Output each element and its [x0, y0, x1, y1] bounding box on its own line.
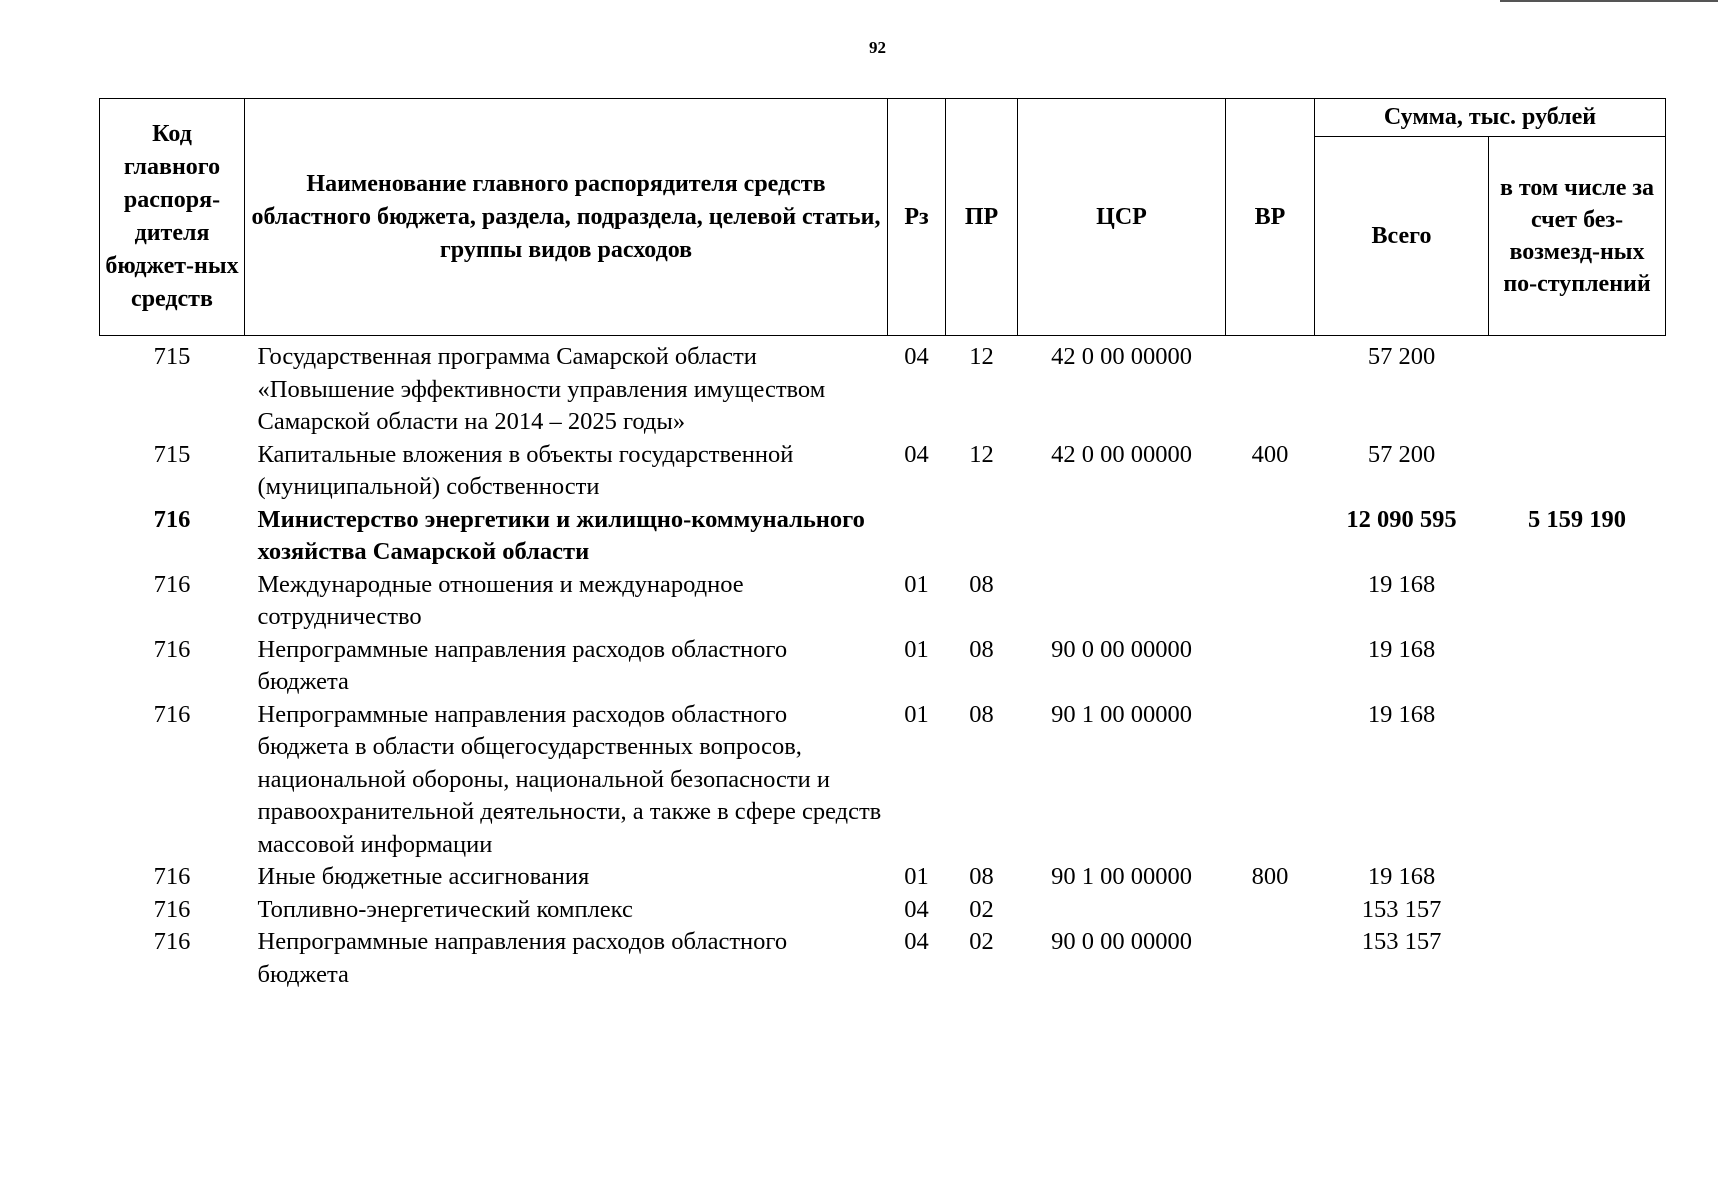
- header-name: Наименование главного распорядителя средств областного бюджета, раздела, подраздела, целевой статьи, группы видов расходов: [245, 99, 888, 336]
- table-header: [100, 99, 1666, 336]
- cell-pr: 08: [969, 635, 994, 663]
- table-row: [100, 504, 1666, 569]
- cell-rz: [888, 504, 946, 569]
- cell-code: 716: [153, 863, 191, 890]
- cell-csr: 90 1 00 00000: [1051, 700, 1192, 728]
- cell-free: [1489, 926, 1666, 991]
- cell-pr: 12: [969, 343, 994, 370]
- header-total: Всего: [1315, 137, 1489, 336]
- page-number: 92: [869, 38, 886, 57]
- header-vr: ВР: [1226, 99, 1315, 336]
- cell-rz: 04: [904, 440, 929, 468]
- cell-csr: [1018, 504, 1226, 569]
- cell-vr: [1226, 926, 1315, 991]
- cell-vr: [1226, 699, 1315, 862]
- top-rule: [1500, 0, 1718, 2]
- cell-csr: 90 0 00 00000: [1051, 635, 1192, 663]
- cell-pr: 02: [969, 895, 994, 923]
- table-row: [100, 894, 1666, 927]
- cell-pr: [946, 504, 1018, 569]
- cell-name: Министерство энергетики и жилищно-коммунального хозяйства Самарской области: [257, 505, 865, 565]
- table-row: [100, 861, 1666, 894]
- cell-pr: 02: [969, 928, 994, 955]
- cell-vr: 400: [1251, 440, 1289, 468]
- header-csr: ЦСР: [1018, 99, 1226, 336]
- cell-total: 19 168: [1367, 700, 1436, 728]
- cell-code: 716: [153, 570, 191, 598]
- cell-vr: [1226, 336, 1315, 439]
- cell-total: 153 157: [1361, 928, 1442, 955]
- cell-rz: 01: [904, 570, 929, 598]
- table-row: [100, 336, 1666, 439]
- cell-rz: 04: [904, 343, 929, 370]
- cell-vr: [1226, 634, 1315, 699]
- cell-name: Непрограммные направления расходов областного бюджета: [257, 928, 788, 988]
- cell-pr: 08: [969, 570, 994, 598]
- budget-table: [99, 98, 1666, 991]
- cell-csr: [1018, 569, 1226, 634]
- cell-vr: [1226, 504, 1315, 569]
- table-row: [100, 634, 1666, 699]
- cell-pr: 08: [969, 700, 994, 728]
- cell-code: 715: [153, 343, 191, 370]
- cell-free: [1489, 336, 1666, 439]
- cell-csr: 42 0 00 00000: [1051, 440, 1192, 468]
- cell-rz: 04: [904, 895, 929, 923]
- header-sum-group: Сумма, тыс. рублей: [1315, 99, 1666, 137]
- cell-name: Капитальные вложения в объекты государственной (муниципальной) собственности: [257, 440, 794, 500]
- cell-total: 12 090 595: [1346, 505, 1457, 533]
- table-row: [100, 699, 1666, 862]
- cell-name: Иные бюджетные ассигнования: [257, 863, 590, 890]
- cell-csr: 42 0 00 00000: [1051, 343, 1192, 370]
- cell-rz: 04: [904, 928, 929, 955]
- cell-total: 19 168: [1367, 863, 1436, 890]
- cell-csr: 90 1 00 00000: [1051, 863, 1192, 890]
- cell-rz: 01: [904, 700, 929, 728]
- cell-code: 716: [153, 928, 191, 955]
- cell-free: [1489, 634, 1666, 699]
- cell-code: 715: [153, 440, 191, 468]
- cell-name: Непрограммные направления расходов областного бюджета в области общегосударственных вопросов, национальной обороны, национальной безопасности и правоохранительной деятельности, а также в сфере средств массовой информации: [257, 700, 882, 858]
- header-pr: ПР: [946, 99, 1018, 336]
- cell-code: 716: [153, 635, 191, 663]
- cell-free: [1489, 861, 1666, 894]
- cell-csr: 90 0 00 00000: [1051, 928, 1192, 955]
- table-body: [100, 336, 1666, 992]
- cell-free: [1489, 894, 1666, 927]
- cell-total: 19 168: [1367, 635, 1436, 663]
- header-free: в том числе за счет без-возмезд-ных по-ступлений: [1489, 137, 1666, 336]
- cell-vr: [1226, 569, 1315, 634]
- table-row: [100, 926, 1666, 991]
- cell-code: 716: [153, 700, 191, 728]
- cell-pr: 12: [969, 440, 994, 468]
- cell-code: 716: [153, 895, 191, 923]
- cell-rz: 01: [904, 635, 929, 663]
- header-code: Код главного распоря-дителя бюджет-ных средств: [100, 99, 245, 336]
- cell-total: 57 200: [1367, 343, 1436, 370]
- cell-total: 153 157: [1361, 895, 1442, 923]
- cell-free: [1489, 699, 1666, 862]
- cell-free: [1489, 569, 1666, 634]
- cell-vr: 800: [1251, 863, 1289, 890]
- cell-pr: 08: [969, 863, 994, 890]
- cell-name: Государственная программа Самарской области «Повышение эффективности управления имуществом Самарской области на 2014 – 2025 годы»: [257, 343, 826, 435]
- table-row: [100, 569, 1666, 634]
- cell-free: 5 159 190: [1528, 505, 1626, 533]
- table-row: [100, 439, 1666, 504]
- cell-name: Непрограммные направления расходов областного бюджета: [257, 635, 788, 695]
- cell-name: Топливно-энергетический комплекс: [257, 895, 633, 923]
- cell-rz: 01: [904, 863, 929, 890]
- cell-name: Международные отношения и международное сотрудничество: [257, 570, 744, 630]
- cell-total: 19 168: [1367, 570, 1436, 598]
- header-rz: Рз: [888, 99, 946, 336]
- cell-total: 57 200: [1367, 440, 1436, 468]
- cell-vr: [1226, 894, 1315, 927]
- cell-csr: [1018, 894, 1226, 927]
- cell-code: 716: [153, 505, 191, 533]
- cell-free: [1489, 439, 1666, 504]
